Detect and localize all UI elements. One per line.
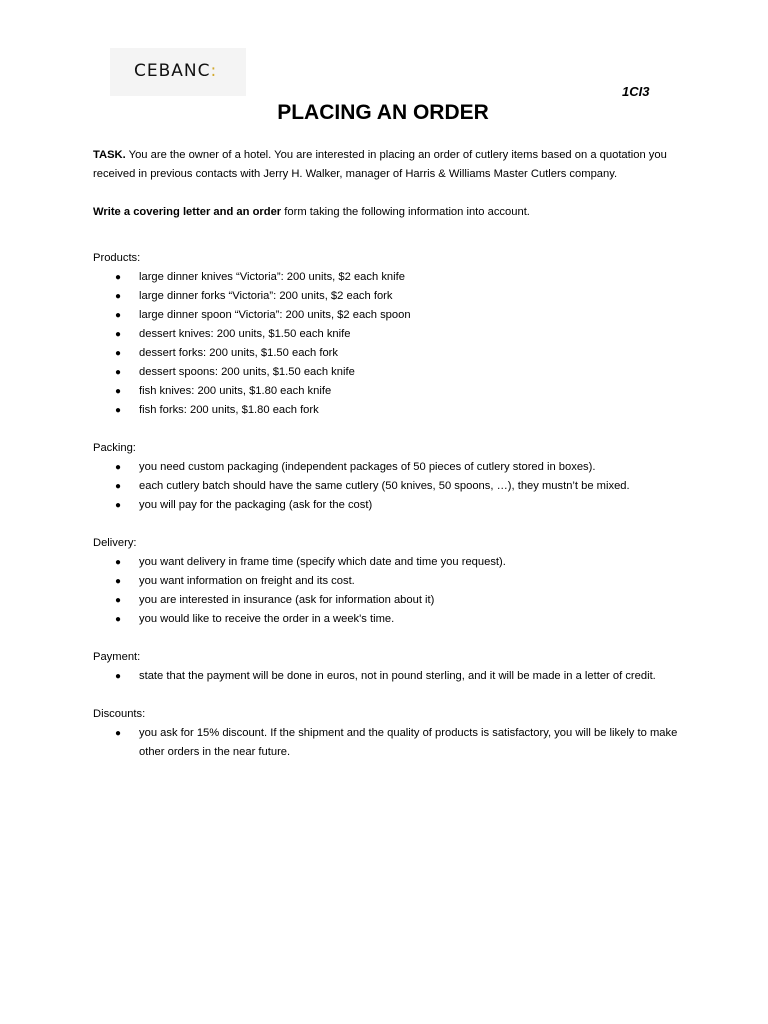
products-list	[93, 268, 683, 420]
section-title-discounts: Discounts:	[93, 708, 146, 720]
list-item-text: you ask for 15% discount. If the shipment and the quality of products is satisfactory, you will be likely to make other orders in the near future.	[139, 727, 678, 758]
discounts-list	[93, 724, 683, 762]
bullet-icon: ●	[115, 310, 122, 321]
list-item	[93, 306, 683, 325]
section-title-delivery: Delivery:	[93, 537, 137, 549]
packing-list	[93, 458, 683, 515]
list-item	[93, 268, 683, 287]
list-item-text: state that the payment will be done in euros, not in pound sterling, and it will be made in a letter of credit.	[139, 670, 656, 682]
bullet-icon: ●	[115, 367, 122, 378]
list-item	[93, 287, 683, 306]
bullet-icon: ●	[115, 481, 122, 492]
list-item	[93, 382, 683, 401]
list-item-text: you want delivery in frame time (specify which date and time you request).	[139, 556, 506, 568]
list-item	[93, 363, 683, 382]
task-paragraph	[93, 146, 683, 184]
bullet-icon: ●	[115, 728, 122, 739]
list-item	[93, 553, 683, 572]
list-item-text: you want information on freight and its cost.	[139, 575, 355, 587]
bullet-icon: ●	[115, 386, 122, 397]
bullet-icon: ●	[115, 348, 122, 359]
bullet-icon: ●	[115, 576, 122, 587]
page-title: PLACING AN ORDER	[277, 101, 489, 124]
bullet-icon: ●	[115, 329, 122, 340]
task-text: You are the owner of a hotel. You are interested in placing an order of cutlery items based on a quotation you received in previous contacts with Jerry H. Walker, manager of Harris & Williams Master Cutlers company.	[93, 149, 667, 180]
list-item-text: fish knives: 200 units, $1.80 each knife	[139, 385, 332, 397]
list-item	[93, 401, 683, 420]
list-item	[93, 572, 683, 591]
section-title-products: Products:	[93, 252, 141, 264]
logo-wordmark	[134, 61, 217, 81]
bullet-icon: ●	[115, 272, 122, 283]
bullet-icon: ●	[115, 614, 122, 625]
cebanc-logo	[110, 48, 246, 96]
list-item	[93, 344, 683, 363]
logo-colon: :	[210, 61, 218, 81]
list-item	[93, 667, 683, 686]
section-delivery	[93, 534, 683, 629]
section-payment	[93, 648, 683, 686]
bullet-icon: ●	[115, 557, 122, 568]
list-item	[93, 591, 683, 610]
logo-text: CEBANC	[134, 61, 211, 81]
bullet-icon: ●	[115, 405, 122, 416]
bullet-icon: ●	[115, 671, 122, 682]
bullet-icon: ●	[115, 462, 122, 473]
list-item-text: dessert knives: 200 units, $1.50 each knife	[139, 328, 351, 340]
bullet-icon: ●	[115, 291, 122, 302]
section-title-packing: Packing:	[93, 442, 136, 454]
list-item	[93, 477, 683, 496]
course-code: 1CI3	[622, 84, 650, 99]
list-item-text: you need custom packaging (independent packages of 50 pieces of cutlery stored in boxes).	[139, 461, 596, 473]
instruction-bold: Write a covering letter and an order	[93, 206, 282, 218]
list-item-text: large dinner knives “Victoria”: 200 units, $2 each knife	[139, 271, 405, 283]
section-title-payment: Payment:	[93, 651, 141, 663]
list-item	[93, 325, 683, 344]
list-item-text: you will pay for the packaging (ask for the cost)	[139, 499, 373, 511]
list-item	[93, 610, 683, 629]
section-discounts	[93, 705, 683, 762]
list-item-text: dessert forks: 200 units, $1.50 each fork	[139, 347, 338, 359]
list-item-text: each cutlery batch should have the same cutlery (50 knives, 50 spoons, …), they mustn’t be mixed.	[139, 480, 630, 492]
payment-list	[93, 667, 683, 686]
list-item-text: fish forks: 200 units, $1.80 each fork	[139, 404, 319, 416]
list-item-text: you would like to receive the order in a week's time.	[139, 613, 395, 625]
list-item	[93, 458, 683, 477]
list-item-text: large dinner forks “Victoria”: 200 units, $2 each fork	[139, 290, 393, 302]
document-body	[93, 146, 683, 762]
list-item-text: dessert spoons: 200 units, $1.50 each knife	[139, 366, 355, 378]
bullet-icon: ●	[115, 595, 122, 606]
list-item	[93, 724, 683, 762]
delivery-list	[93, 553, 683, 629]
instruction-text: form taking the following information into account.	[281, 206, 530, 218]
instruction-paragraph	[93, 203, 683, 222]
task-label: TASK.	[93, 149, 126, 161]
bullet-icon: ●	[115, 500, 122, 511]
section-packing	[93, 439, 683, 515]
section-products	[93, 249, 683, 420]
list-item-text: you are interested in insurance (ask for information about it)	[139, 594, 435, 606]
list-item	[93, 496, 683, 515]
list-item-text: large dinner spoon “Victoria”: 200 units, $2 each spoon	[139, 309, 411, 321]
